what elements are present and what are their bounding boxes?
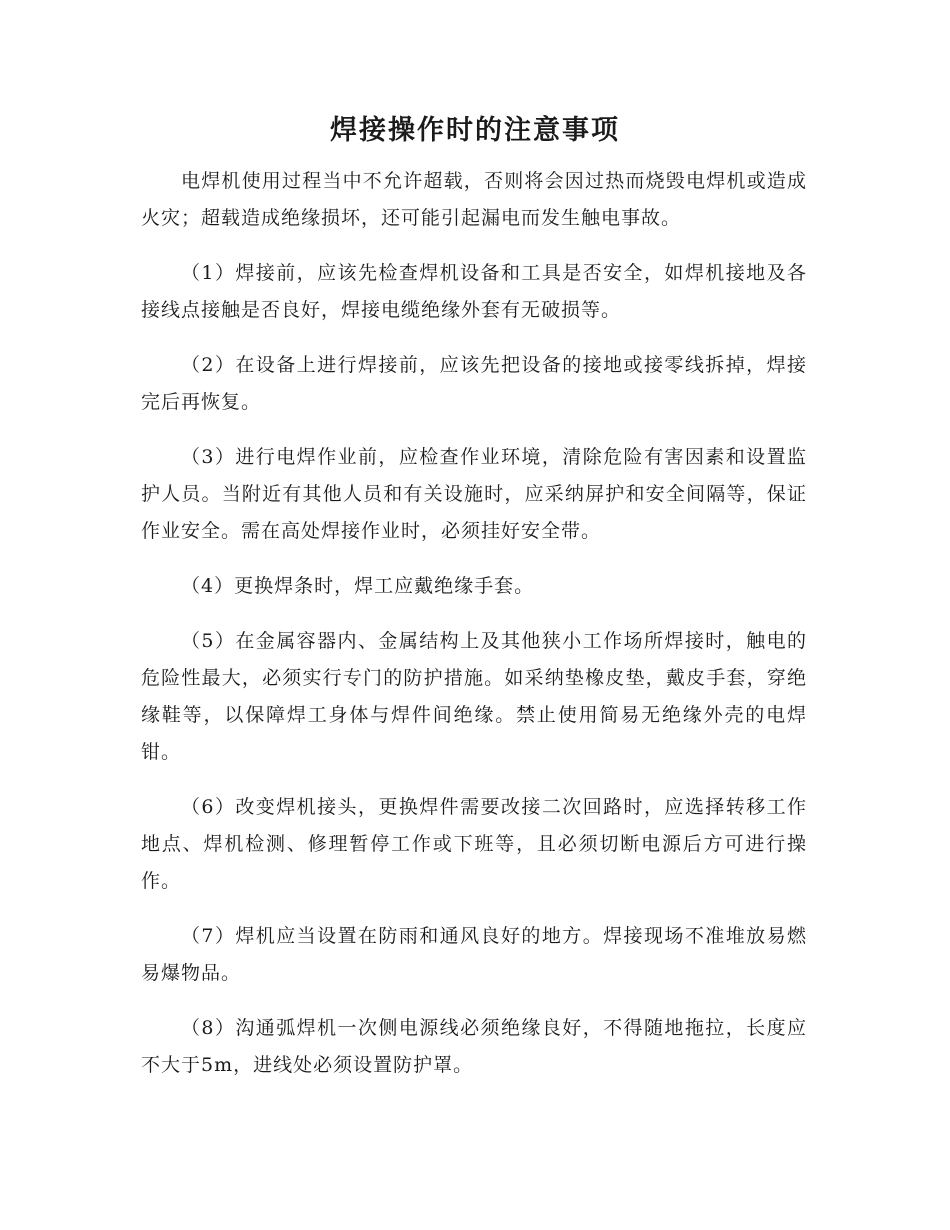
document-body: [141, 163, 807, 1102]
item-2-paragraph: （2）在设备上进行焊接前，应该先把设备的接地或接零线拆掉，焊接完后再恢复。: [141, 354, 807, 413]
item-6-paragraph: （6）改变焊机接头，更换焊件需要改接二次回路时，应选择转移工作地点、焊机检测、修理暂停工作或下班等，且必须切断电源后方可进行操作。: [141, 796, 807, 892]
item-1-paragraph: （1）焊接前，应该先检查焊机设备和工具是否安全，如焊机接地及各接线点接触是否良好，焊接电缆绝缘外套有无破损等。: [141, 262, 807, 321]
item-8-paragraph: （8）沟通弧焊机一次侧电源线必须绝缘良好，不得随地拖拉，长度应不大于5m，进线处必须设置防护罩。: [141, 1017, 807, 1076]
item-3-paragraph: （3）进行电焊作业前，应检查作业环境，清除危险有害因素和设置监护人员。当附近有其他人员和有关设施时，应采纳屏护和安全间隔等，保证作业安全。需在高处焊接作业时，必须挂好安全带。: [141, 446, 807, 542]
item-5-paragraph: （5）在金属容器内、金属结构上及其他狭小工作场所焊接时，触电的危险性最大，必须实行专门的防护措施。如采纳垫橡皮垫，戴皮手套，穿绝缘鞋等，以保障焊工身体与焊件间绝缘。禁止使用简易无绝缘外壳的电焊钳。: [141, 630, 807, 763]
item-4-paragraph: （4）更换焊条时，焊工应戴绝缘手套。: [181, 575, 535, 597]
item-7-paragraph: （7）焊机应当设置在防雨和通风良好的地方。焊接现场不准堆放易燃易爆物品。: [141, 925, 807, 984]
document-title: 焊接操作时的注意事项: [330, 115, 620, 146]
intro-paragraph: 电焊机使用过程当中不允许超载，否则将会因过热而烧毁电焊机或造成火灾；超载造成绝缘损坏，还可能引起漏电而发生触电事故。: [141, 170, 807, 229]
